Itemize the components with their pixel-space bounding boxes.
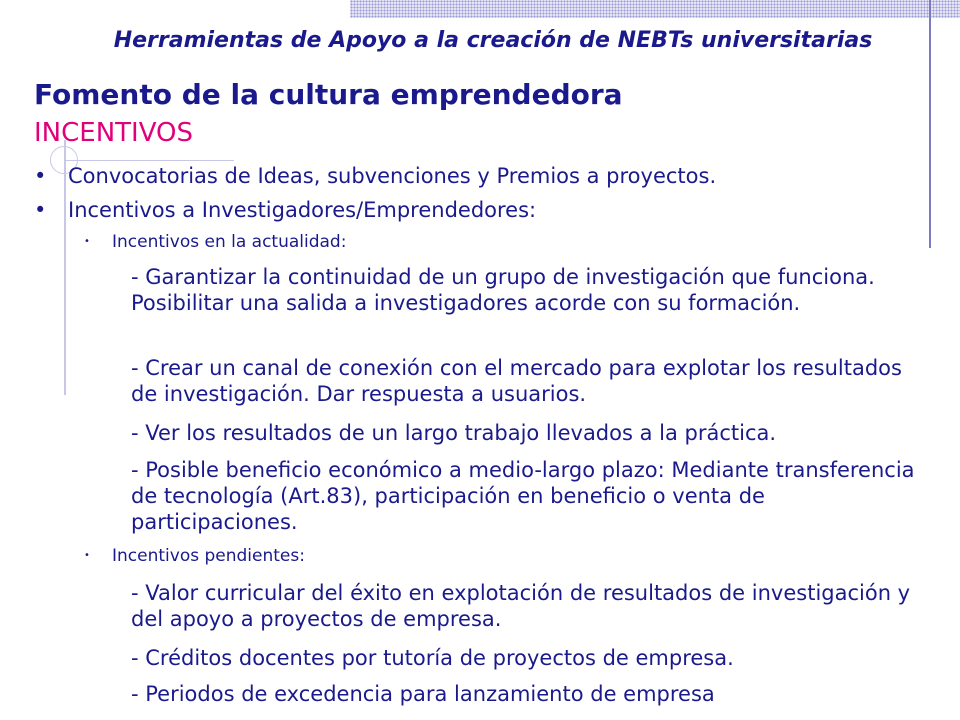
sub-bullet-item — [84, 232, 346, 252]
sub-bullet-item — [84, 546, 305, 566]
sub-bullet-label: Incentivos en la actualidad: — [112, 232, 347, 252]
sub-bullet-label: Incentivos pendientes: — [112, 546, 305, 566]
bullet-dot: • — [34, 164, 47, 188]
bullet-dot: • — [84, 236, 90, 247]
bullet-dot: • — [84, 550, 90, 561]
header-title: Herramientas de Apoyo a la creación de NEBTs universitarias — [113, 28, 873, 53]
detail-item: - Crear un canal de conexión con el mercado para explotar los resultados de investigación. Dar respuesta a usuarios. — [131, 356, 902, 406]
main-heading: Fomento de la cultura emprendedora — [34, 78, 623, 111]
decorative-horizontal-line — [64, 160, 234, 161]
detail-item: - Valor curricular del éxito en explotación de resultados de investigación y del apoyo a proyectos de empresa. — [131, 581, 911, 631]
section-subheading: INCENTIVOS — [34, 118, 193, 148]
bullet-text: Incentivos a Investigadores/Emprendedores: — [68, 198, 537, 222]
bullet-item — [34, 198, 536, 222]
detail-item: - Garantizar la continuidad de un grupo de investigación que funciona. Posibilitar una salida a investigadores acorde con su formación. — [131, 265, 875, 315]
detail-item: - Créditos docentes por tutoría de proyectos de empresa. — [131, 646, 734, 670]
detail-item: - Posible beneficio económico a medio-largo plazo: Mediante transferencia de tecnología (Art.83), participación en beneficio o venta de participaciones. — [131, 458, 915, 534]
detail-item: - Periodos de excedencia para lanzamiento de empresa — [131, 682, 715, 706]
bullet-text: Convocatorias de Ideas, subvenciones y Premios a proyectos. — [68, 164, 717, 188]
bullet-dot: • — [34, 198, 47, 222]
bullet-item — [34, 164, 716, 188]
decorative-dotted-band — [350, 0, 960, 18]
detail-item: - Ver los resultados de un largo trabajo llevados a la práctica. — [131, 421, 777, 445]
